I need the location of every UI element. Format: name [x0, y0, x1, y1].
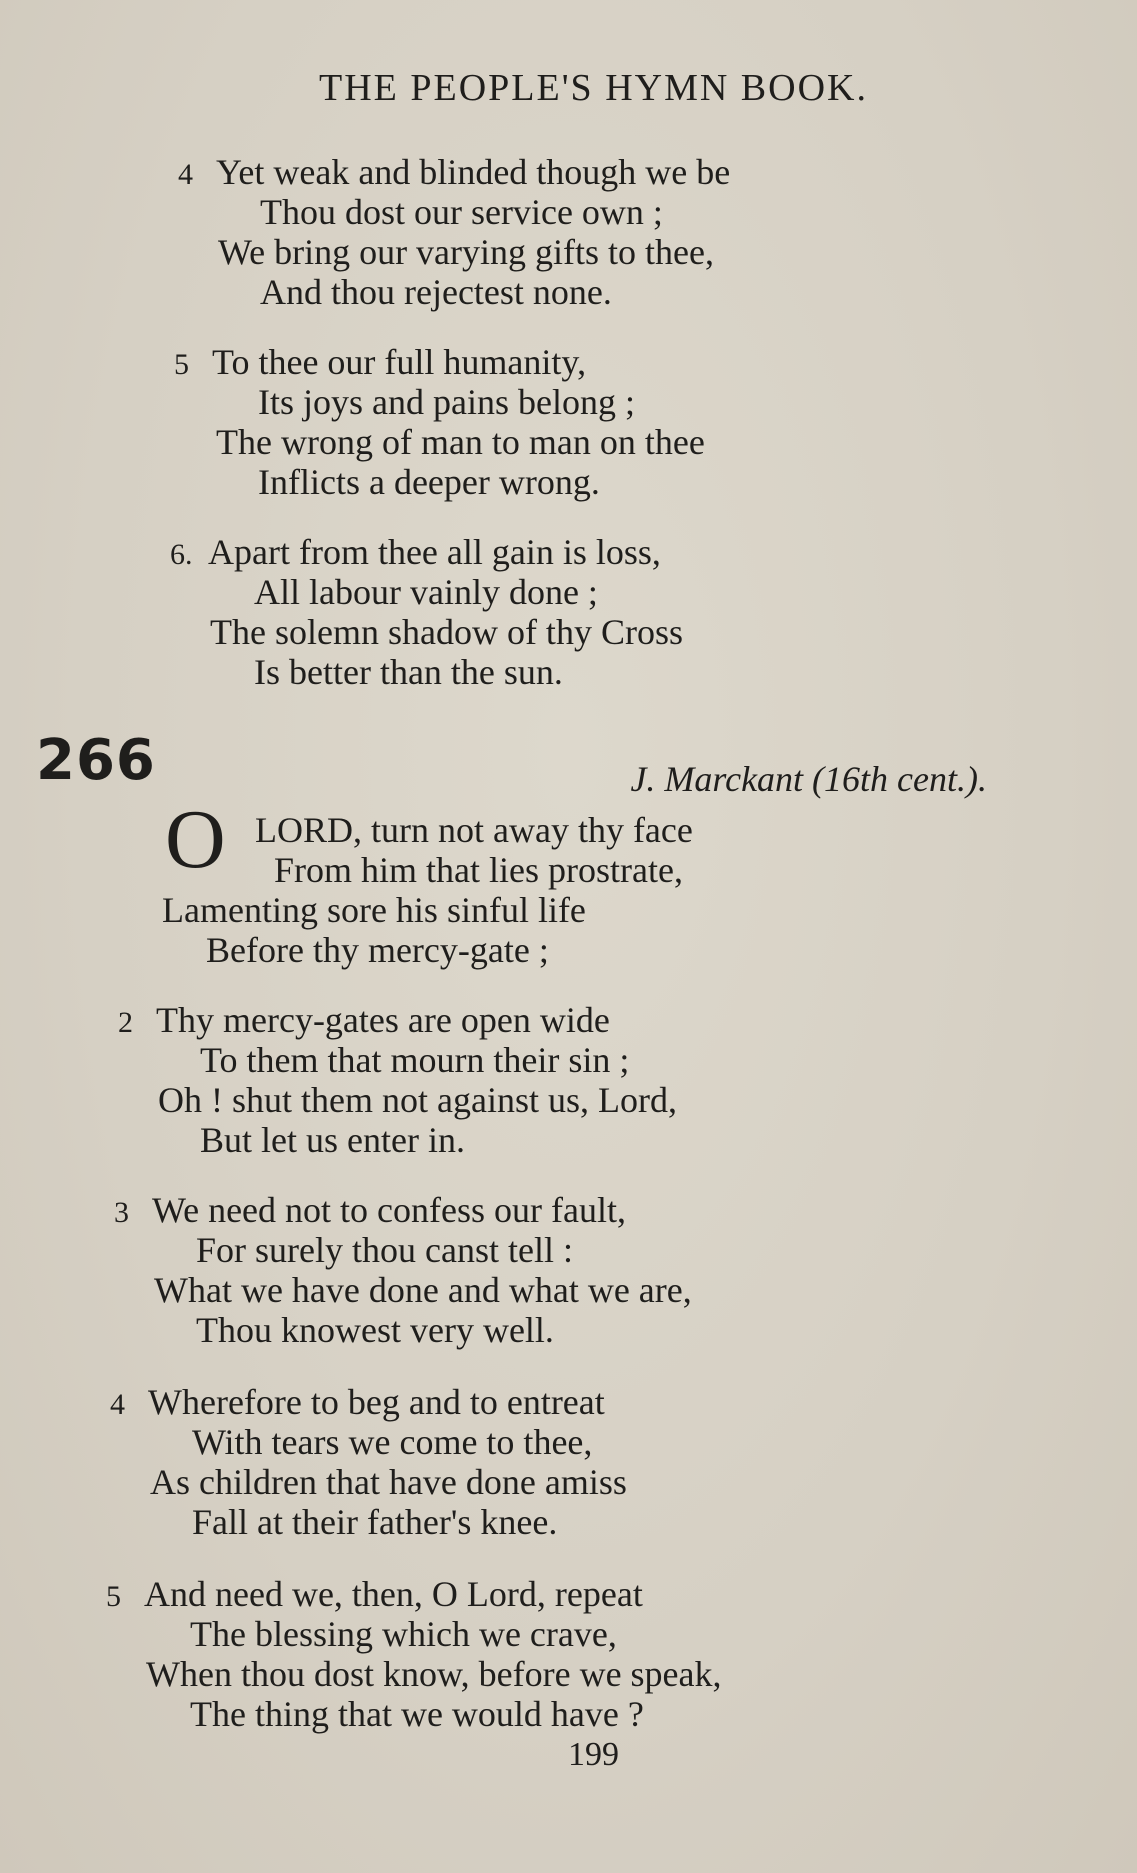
- verse-line: We bring our varying gifts to thee,: [218, 232, 714, 272]
- verse-line: Thou knowest very well.: [196, 1310, 554, 1350]
- verse-line: And thou rejectest none.: [260, 272, 612, 312]
- verse-line: Is better than the sun.: [254, 652, 563, 692]
- verse-line: Fall at their father's knee.: [192, 1502, 558, 1542]
- page-number: 199: [568, 1736, 619, 1773]
- hymn-stanza-2: [118, 1000, 677, 1160]
- running-head: THE PEOPLE'S HYMN BOOK.: [319, 67, 868, 109]
- stanza-number: 4: [178, 158, 193, 191]
- drop-cap: O: [165, 793, 226, 886]
- verse-line: What we have done and what we are,: [154, 1270, 692, 1310]
- hymn-stanza-1: [162, 810, 693, 970]
- prev-stanza-5: [174, 342, 705, 502]
- verse-line: Apart from thee all gain is loss,: [208, 532, 661, 572]
- prev-stanza-4: [178, 152, 730, 312]
- verse-line: Its joys and pains belong ;: [258, 382, 635, 422]
- hymn-stanza-3: [114, 1190, 692, 1350]
- verse-line: The solemn shadow of thy Cross: [210, 612, 683, 652]
- verse-line: Lamenting sore his sinful life: [162, 890, 586, 930]
- verse-line: We need not to confess our fault,: [152, 1190, 626, 1230]
- hymn-stanza-5: [106, 1574, 722, 1734]
- verse-line: When thou dost know, before we speak,: [146, 1654, 722, 1694]
- verse-line: The wrong of man to man on thee: [216, 422, 705, 462]
- verse-line: Thy mercy-gates are open wide: [156, 1000, 610, 1040]
- stanza-number: 3: [114, 1196, 129, 1229]
- verse-line: The blessing which we crave,: [190, 1614, 617, 1654]
- stanza-number: 5: [106, 1580, 121, 1613]
- verse-line: But let us enter in.: [200, 1120, 465, 1160]
- prev-stanza-6: [170, 532, 683, 692]
- stanza-number: 6.: [170, 538, 193, 571]
- verse-line: With tears we come to thee,: [192, 1422, 593, 1462]
- verse-line: Oh ! shut them not against us, Lord,: [158, 1080, 677, 1120]
- verse-line: As children that have done amiss: [150, 1462, 627, 1502]
- verse-line: For surely thou canst tell :: [196, 1230, 573, 1270]
- hymn-number: 266: [36, 728, 156, 793]
- hymn-author: J. Marckant (16th cent.).: [630, 759, 987, 799]
- verse-line: Yet weak and blinded though we be: [216, 152, 731, 192]
- verse-line: And need we, then, O Lord, repeat: [144, 1574, 643, 1614]
- stanza-number: 4: [110, 1388, 125, 1421]
- verse-line: All labour vainly done ;: [254, 572, 598, 612]
- verse-line: Thou dost our service own ;: [260, 192, 663, 232]
- verse-line: LORD, turn not away thy face: [255, 810, 693, 850]
- verse-line: From him that lies prostrate,: [274, 850, 683, 890]
- verse-line: Wherefore to beg and to entreat: [148, 1382, 605, 1422]
- verse-line: Inflicts a deeper wrong.: [258, 462, 600, 502]
- verse-line: The thing that we would have ?: [190, 1694, 644, 1734]
- verse-line: To them that mourn their sin ;: [200, 1040, 630, 1080]
- stanza-number: 5: [174, 348, 189, 381]
- hymn-stanza-4: [110, 1382, 627, 1542]
- verse-line: Before thy mercy-gate ;: [206, 930, 549, 970]
- stanza-number: 2: [118, 1006, 133, 1039]
- verse-line: To thee our full humanity,: [212, 342, 587, 382]
